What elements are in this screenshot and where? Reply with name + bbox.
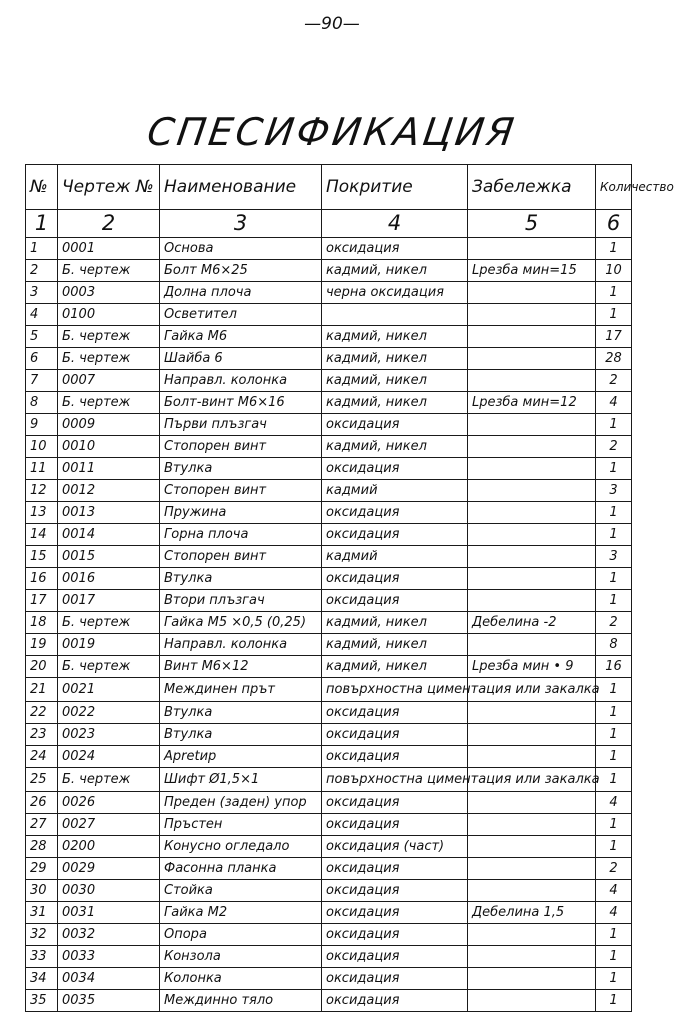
drawing-number-cell: 0027: [58, 814, 160, 836]
note-cell: Lрезба мин • 9: [468, 656, 596, 678]
quantity-cell: 1: [596, 836, 632, 858]
table-row: [26, 612, 632, 634]
row-number-cell: 10: [26, 436, 58, 458]
coating-cell: кадмий, никел: [322, 634, 468, 656]
row-number-cell: 33: [26, 946, 58, 968]
drawing-number-cell: 0012: [58, 480, 160, 502]
note-cell: [468, 634, 596, 656]
drawing-number-cell: 0011: [58, 458, 160, 480]
quantity-cell: 1: [596, 304, 632, 326]
table-row: [26, 436, 632, 458]
note-cell: [468, 924, 596, 946]
part-name-cell: Пружина: [160, 502, 322, 524]
part-name-cell: Арretир: [160, 746, 322, 768]
column-number-6: 6: [596, 210, 632, 238]
row-number-cell: 2: [26, 260, 58, 282]
quantity-cell: 17: [596, 326, 632, 348]
quantity-cell: 8: [596, 634, 632, 656]
part-name-cell: Фасонна планка: [160, 858, 322, 880]
quantity-cell: 1: [596, 746, 632, 768]
note-cell: [468, 858, 596, 880]
header-cell-number: №: [26, 165, 58, 210]
coating-cell: повърхностна циментация или закалка: [322, 678, 468, 702]
note-cell: [468, 436, 596, 458]
drawing-number-cell: Б. чертеж: [58, 768, 160, 792]
coating-cell: оксидация: [322, 792, 468, 814]
drawing-number-cell: 0015: [58, 546, 160, 568]
coating-cell: кадмий, никел: [322, 612, 468, 634]
table-row: [26, 546, 632, 568]
table-row: [26, 902, 632, 924]
column-number-1: 1: [26, 210, 58, 238]
table-row: [26, 990, 632, 1012]
quantity-cell: 16: [596, 656, 632, 678]
coating-cell: оксидация: [322, 568, 468, 590]
table-row: [26, 568, 632, 590]
coating-cell: оксидация: [322, 946, 468, 968]
coating-cell: черна оксидация: [322, 282, 468, 304]
part-name-cell: Опора: [160, 924, 322, 946]
note-cell: [468, 814, 596, 836]
part-name-cell: Междинно тяло: [160, 990, 322, 1012]
part-name-cell: Първи плъзгач: [160, 414, 322, 436]
quantity-cell: 1: [596, 724, 632, 746]
drawing-number-cell: 0031: [58, 902, 160, 924]
note-cell: Lрезба мин=12: [468, 392, 596, 414]
row-number-cell: 35: [26, 990, 58, 1012]
drawing-number-cell: 0035: [58, 990, 160, 1012]
part-name-cell: Стопорен винт: [160, 436, 322, 458]
note-cell: [468, 524, 596, 546]
column-number-5: 5: [468, 210, 596, 238]
table-row: [26, 282, 632, 304]
quantity-cell: 4: [596, 902, 632, 924]
part-name-cell: Междинен прът: [160, 678, 322, 702]
drawing-number-cell: 0010: [58, 436, 160, 458]
part-name-cell: Направл. колонка: [160, 634, 322, 656]
table-row: [26, 370, 632, 392]
row-number-cell: 3: [26, 282, 58, 304]
drawing-number-cell: 0014: [58, 524, 160, 546]
coating-cell: оксидация: [322, 880, 468, 902]
row-number-cell: 24: [26, 746, 58, 768]
coating-cell: оксидация: [322, 724, 468, 746]
table-row: [26, 348, 632, 370]
drawing-number-cell: 0029: [58, 858, 160, 880]
row-number-cell: 1: [26, 238, 58, 260]
header-cell-coating: Покритие: [322, 165, 468, 210]
part-name-cell: Стойка: [160, 880, 322, 902]
header-cell-note: Забележка: [468, 165, 596, 210]
drawing-number-cell: 0200: [58, 836, 160, 858]
coating-cell: оксидация: [322, 924, 468, 946]
table-row: [26, 678, 632, 702]
coating-cell: [322, 304, 468, 326]
coating-cell: кадмий, никел: [322, 656, 468, 678]
drawing-number-cell: 0013: [58, 502, 160, 524]
row-number-cell: 27: [26, 814, 58, 836]
specification-table: [25, 164, 674, 1012]
coating-cell: кадмий: [322, 546, 468, 568]
note-cell: [468, 282, 596, 304]
quantity-cell: 1: [596, 702, 632, 724]
document-title: СПЕСИФИКАЦИЯ: [144, 110, 520, 154]
quantity-cell: 1: [596, 568, 632, 590]
drawing-number-cell: 0016: [58, 568, 160, 590]
part-name-cell: Осветител: [160, 304, 322, 326]
coating-cell: оксидация: [322, 524, 468, 546]
drawing-number-cell: 0030: [58, 880, 160, 902]
quantity-cell: 1: [596, 282, 632, 304]
drawing-number-cell: 0001: [58, 238, 160, 260]
table-row: [26, 524, 632, 546]
drawing-number-cell: 0019: [58, 634, 160, 656]
row-number-cell: 5: [26, 326, 58, 348]
note-cell: Дебелина 1,5: [468, 902, 596, 924]
part-name-cell: Направл. колонка: [160, 370, 322, 392]
table-row: [26, 634, 632, 656]
note-cell: [468, 836, 596, 858]
table-row: [26, 924, 632, 946]
note-cell: Lрезба мин=15: [468, 260, 596, 282]
quantity-cell: 1: [596, 414, 632, 436]
coating-cell: оксидация: [322, 990, 468, 1012]
table-row: [26, 746, 632, 768]
coating-cell: оксидация: [322, 858, 468, 880]
quantity-cell: 1: [596, 924, 632, 946]
part-name-cell: Втори плъзгач: [160, 590, 322, 612]
quantity-cell: 1: [596, 678, 632, 702]
table-row: [26, 836, 632, 858]
table-row: [26, 858, 632, 880]
table-row: [26, 792, 632, 814]
part-name-cell: Гайка М5 ×0,5 (0,25): [160, 612, 322, 634]
table-row: [26, 880, 632, 902]
quantity-cell: 3: [596, 480, 632, 502]
note-cell: [468, 238, 596, 260]
quantity-cell: 1: [596, 814, 632, 836]
note-cell: [468, 702, 596, 724]
part-name-cell: Стопорен винт: [160, 546, 322, 568]
note-cell: [468, 502, 596, 524]
row-number-cell: 26: [26, 792, 58, 814]
row-number-cell: 29: [26, 858, 58, 880]
drawing-number-cell: 0003: [58, 282, 160, 304]
part-name-cell: Гайка М6: [160, 326, 322, 348]
quantity-cell: 1: [596, 968, 632, 990]
quantity-cell: 1: [596, 768, 632, 792]
coating-cell: кадмий, никел: [322, 348, 468, 370]
row-number-cell: 25: [26, 768, 58, 792]
quantity-cell: 1: [596, 502, 632, 524]
note-cell: [468, 792, 596, 814]
part-name-cell: Втулка: [160, 702, 322, 724]
table-row: [26, 946, 632, 968]
note-cell: Дебелина -2: [468, 612, 596, 634]
table-row: [26, 768, 632, 792]
coating-cell: повърхностна циментация или закалка: [322, 768, 468, 792]
note-cell: [468, 370, 596, 392]
drawing-number-cell: 0033: [58, 946, 160, 968]
part-name-cell: Винт М6×12: [160, 656, 322, 678]
row-number-cell: 22: [26, 702, 58, 724]
quantity-cell: 2: [596, 612, 632, 634]
row-number-cell: 30: [26, 880, 58, 902]
table-row: [26, 724, 632, 746]
note-cell: [468, 946, 596, 968]
part-name-cell: Стопорен винт: [160, 480, 322, 502]
coating-cell: оксидация: [322, 414, 468, 436]
table-row: [26, 480, 632, 502]
coating-cell: оксидация: [322, 590, 468, 612]
note-cell: [468, 546, 596, 568]
table-row: [26, 392, 632, 414]
column-number-4: 4: [322, 210, 468, 238]
quantity-cell: 2: [596, 436, 632, 458]
table-row: [26, 656, 632, 678]
part-name-cell: Болт М6×25: [160, 260, 322, 282]
table-row: [26, 702, 632, 724]
row-number-cell: 19: [26, 634, 58, 656]
coating-cell: кадмий: [322, 480, 468, 502]
part-name-cell: Шайба 6: [160, 348, 322, 370]
row-number-cell: 13: [26, 502, 58, 524]
quantity-cell: 4: [596, 792, 632, 814]
row-number-cell: 8: [26, 392, 58, 414]
row-number-cell: 20: [26, 656, 58, 678]
row-number-cell: 4: [26, 304, 58, 326]
quantity-cell: 1: [596, 238, 632, 260]
quantity-cell: 3: [596, 546, 632, 568]
row-number-cell: 17: [26, 590, 58, 612]
part-name-cell: Основа: [160, 238, 322, 260]
drawing-number-cell: 0026: [58, 792, 160, 814]
quantity-cell: 4: [596, 392, 632, 414]
coating-cell: оксидация: [322, 968, 468, 990]
part-name-cell: Конусно огледало: [160, 836, 322, 858]
row-number-cell: 6: [26, 348, 58, 370]
part-name-cell: Пръстен: [160, 814, 322, 836]
part-name-cell: Гайка М2: [160, 902, 322, 924]
part-name-cell: Шифт Ø1,5×1: [160, 768, 322, 792]
part-name-cell: Болт-винт М6×16: [160, 392, 322, 414]
quantity-cell: 1: [596, 946, 632, 968]
part-name-cell: Конзола: [160, 946, 322, 968]
row-number-cell: 15: [26, 546, 58, 568]
row-number-cell: 34: [26, 968, 58, 990]
note-cell: [468, 348, 596, 370]
coating-cell: кадмий, никел: [322, 370, 468, 392]
part-name-cell: Втулка: [160, 568, 322, 590]
quantity-cell: 4: [596, 880, 632, 902]
row-number-cell: 23: [26, 724, 58, 746]
column-number-3: 3: [160, 210, 322, 238]
note-cell: [468, 990, 596, 1012]
note-cell: [468, 480, 596, 502]
note-cell: [468, 304, 596, 326]
note-cell: [468, 968, 596, 990]
row-number-cell: 11: [26, 458, 58, 480]
quantity-cell: 2: [596, 370, 632, 392]
table-row: [26, 326, 632, 348]
coating-cell: кадмий, никел: [322, 436, 468, 458]
header-cell-name: Наименование: [160, 165, 322, 210]
header-cell-drawing: Чертеж №: [58, 165, 160, 210]
specification-table-body: [26, 165, 674, 1012]
quantity-cell: 1: [596, 524, 632, 546]
table-row: [26, 814, 632, 836]
coating-cell: оксидация: [322, 238, 468, 260]
quantity-cell: 1: [596, 990, 632, 1012]
part-name-cell: Долна плоча: [160, 282, 322, 304]
row-number-cell: 7: [26, 370, 58, 392]
drawing-number-cell: Б. чертеж: [58, 348, 160, 370]
drawing-number-cell: Б. чертеж: [58, 326, 160, 348]
quantity-cell: 28: [596, 348, 632, 370]
coating-cell: оксидация: [322, 702, 468, 724]
table-row: [26, 458, 632, 480]
table-row: [26, 304, 632, 326]
part-name-cell: Горна плоча: [160, 524, 322, 546]
drawing-number-cell: Б. чертеж: [58, 260, 160, 282]
table-row: [26, 590, 632, 612]
page-number: —90—: [304, 14, 360, 34]
note-cell: [468, 568, 596, 590]
coating-cell: оксидация: [322, 814, 468, 836]
table-row: [26, 414, 632, 436]
drawing-number-cell: 0024: [58, 746, 160, 768]
coating-cell: оксидация (част): [322, 836, 468, 858]
note-cell: [468, 326, 596, 348]
table-row: [26, 260, 632, 282]
note-cell: [468, 414, 596, 436]
coating-cell: оксидация: [322, 746, 468, 768]
part-name-cell: Втулка: [160, 724, 322, 746]
table-row: [26, 502, 632, 524]
table-row: [26, 238, 632, 260]
drawing-number-cell: 0100: [58, 304, 160, 326]
table-header-row: [26, 165, 632, 210]
column-numbers-row: [26, 210, 632, 238]
drawing-number-cell: 0034: [58, 968, 160, 990]
row-number-cell: 28: [26, 836, 58, 858]
column-number-2: 2: [58, 210, 160, 238]
row-number-cell: 31: [26, 902, 58, 924]
row-number-cell: 18: [26, 612, 58, 634]
quantity-cell: 1: [596, 590, 632, 612]
part-name-cell: Втулка: [160, 458, 322, 480]
note-cell: [468, 724, 596, 746]
drawing-number-cell: Б. чертеж: [58, 612, 160, 634]
part-name-cell: Преден (заден) упор: [160, 792, 322, 814]
row-number-cell: 32: [26, 924, 58, 946]
drawing-number-cell: 0017: [58, 590, 160, 612]
drawing-number-cell: 0021: [58, 678, 160, 702]
row-number-cell: 14: [26, 524, 58, 546]
quantity-cell: 1: [596, 458, 632, 480]
row-number-cell: 21: [26, 678, 58, 702]
coating-cell: оксидация: [322, 502, 468, 524]
drawing-number-cell: 0007: [58, 370, 160, 392]
row-number-cell: 12: [26, 480, 58, 502]
coating-cell: кадмий, никел: [322, 326, 468, 348]
row-number-cell: 16: [26, 568, 58, 590]
drawing-number-cell: Б. чертеж: [58, 392, 160, 414]
coating-cell: оксидация: [322, 458, 468, 480]
coating-cell: оксидация: [322, 902, 468, 924]
coating-cell: кадмий, никел: [322, 392, 468, 414]
header-cell-quantity: Количество: [596, 165, 632, 210]
row-number-cell: 9: [26, 414, 58, 436]
drawing-number-cell: 0023: [58, 724, 160, 746]
note-cell: [468, 746, 596, 768]
note-cell: [468, 590, 596, 612]
drawing-number-cell: 0009: [58, 414, 160, 436]
part-name-cell: Колонка: [160, 968, 322, 990]
drawing-number-cell: Б. чертеж: [58, 656, 160, 678]
note-cell: [468, 458, 596, 480]
coating-cell: кадмий, никел: [322, 260, 468, 282]
quantity-cell: 2: [596, 858, 632, 880]
quantity-cell: 10: [596, 260, 632, 282]
drawing-number-cell: 0032: [58, 924, 160, 946]
note-cell: [468, 880, 596, 902]
drawing-number-cell: 0022: [58, 702, 160, 724]
table-row: [26, 968, 632, 990]
